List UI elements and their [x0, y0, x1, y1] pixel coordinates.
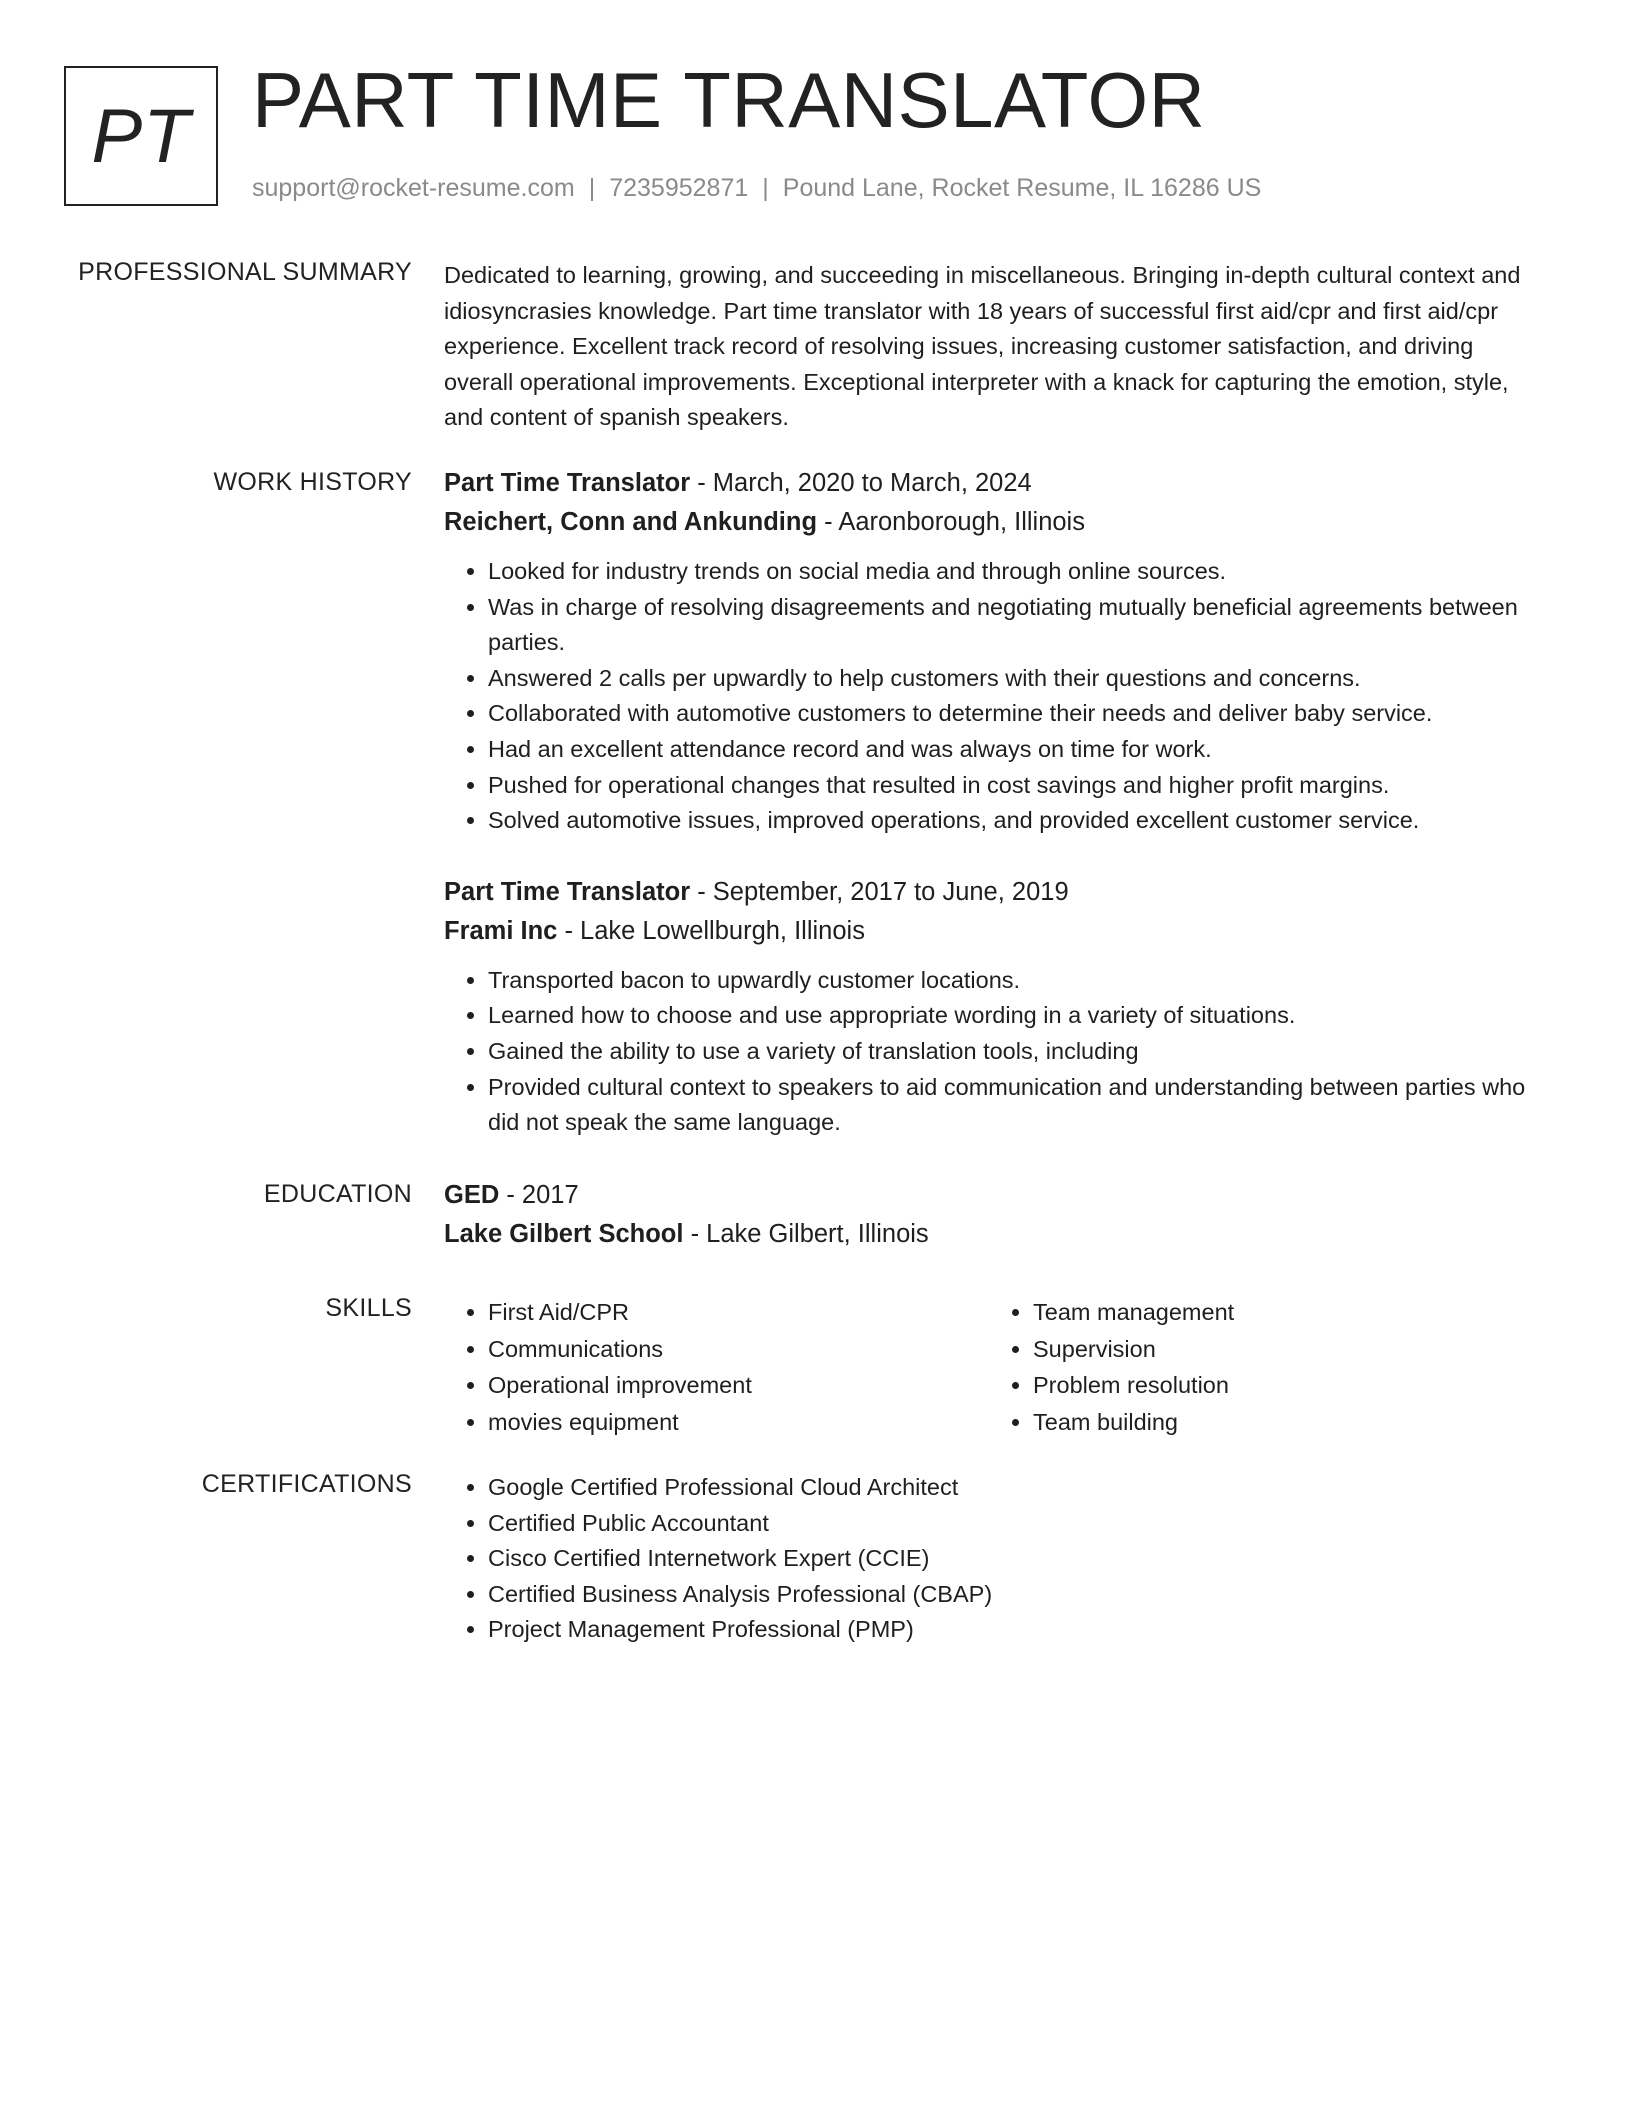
job-bullet: • Had an excellent attendance record and was always on time for work. — [488, 732, 1544, 768]
skill-item: • First Aid/CPR — [488, 1294, 989, 1331]
skill-item: • Communications — [488, 1331, 989, 1368]
monogram-box — [64, 66, 218, 206]
contact-address: Pound Lane, Rocket Resume, IL 16286 US — [782, 174, 1262, 202]
section-heading-work-history: WORK HISTORY — [213, 468, 412, 496]
job-title: Part Time Translator — [444, 877, 691, 906]
skills-list — [989, 1294, 1534, 1440]
work-history-body — [444, 464, 1544, 1141]
education-body — [444, 1176, 1544, 1254]
job-bullet: • Learned how to choose and use appropriate wording in a variety of situations. — [488, 998, 1544, 1034]
job-title-line — [444, 873, 1544, 912]
skills-list — [444, 1294, 989, 1440]
contact-separator: | — [762, 174, 769, 202]
job-location: - Lake Lowellburgh, Illinois — [557, 916, 865, 945]
skill-item: • movies equipment — [488, 1404, 989, 1441]
skill-item: • Operational improvement — [488, 1367, 989, 1404]
contact-email: support@rocket-resume.com — [252, 174, 575, 202]
skills-column-right — [989, 1294, 1534, 1440]
education-school: Lake Gilbert School — [444, 1220, 684, 1248]
section-heading-education: EDUCATION — [263, 1180, 412, 1208]
job-title: Part Time Translator — [444, 469, 691, 497]
contact-line — [252, 174, 1261, 203]
candidate-name: PART TIME TRANSLATOR — [252, 56, 1206, 144]
job-bullet: • Collaborated with automotive customers to determine their needs and deliver baby service. — [488, 696, 1544, 732]
education-year: - 2017 — [499, 1181, 579, 1209]
skill-item: • Team building — [1033, 1404, 1534, 1441]
job-bullet: • Was in charge of resolving disagreements and negotiating mutually beneficial agreements between parties. — [488, 590, 1544, 661]
job-bullet-list — [444, 554, 1544, 839]
job-bullet: • Answered 2 calls per upwardly to help customers with their questions and concerns. — [488, 661, 1544, 697]
job-company: Frami Inc — [444, 916, 558, 945]
skills-column-left — [444, 1294, 989, 1440]
certification-item: • Certified Public Accountant — [488, 1506, 1544, 1542]
job-dates: - September, 2017 to June, 2019 — [690, 877, 1069, 906]
job-bullet: • Looked for industry trends on social media and through online sources. — [488, 554, 1544, 590]
summary-body — [444, 258, 1544, 436]
section-heading-skills: SKILLS — [325, 1294, 412, 1322]
job-bullet: • Provided cultural context to speakers to aid communication and understanding between parties who did not speak the same language. — [488, 1070, 1544, 1141]
job-bullet: • Transported bacon to upwardly customer locations. — [488, 963, 1544, 999]
contact-separator: | — [588, 174, 596, 202]
job-bullet-list — [444, 963, 1544, 1141]
job-company: Reichert, Conn and Ankunding — [444, 508, 818, 536]
skill-item: • Team management — [1033, 1294, 1534, 1331]
skill-item: • Supervision — [1033, 1331, 1534, 1368]
job-company-line — [444, 912, 1544, 951]
contact-phone: 7235952871 — [609, 174, 749, 202]
section-heading-certifications: CERTIFICATIONS — [201, 1470, 412, 1498]
education-degree: GED — [444, 1181, 500, 1209]
summary-text: Dedicated to learning, growing, and succeeding in miscellaneous. Bringing in-depth cultural context and idiosyncrasies knowledge. Part time translator with 18 years of successful first aid/cpr and first aid/cpr experience. Excellent track record of resolving issues, increasing customer satisfaction, and driving overall operational improvements. Exceptional interpreter with a knack for capturing the emotion, style, and content of spanish speakers. — [444, 262, 1521, 431]
certifications-body — [444, 1470, 1544, 1648]
job-bullet: • Solved automotive issues, improved operations, and provided excellent customer service. — [488, 803, 1544, 839]
education-degree-line — [444, 1176, 1544, 1215]
job-dates: - March, 2020 to March, 2024 — [690, 469, 1032, 497]
job-bullet: • Pushed for operational changes that resulted in cost savings and higher profit margins. — [488, 768, 1544, 804]
skill-item: • Problem resolution — [1033, 1367, 1534, 1404]
job-entry — [444, 464, 1544, 839]
job-company-line — [444, 503, 1544, 542]
certification-item: • Cisco Certified Internetwork Expert (CCIE) — [488, 1541, 1544, 1577]
skills-columns — [444, 1294, 1544, 1440]
job-title-line — [444, 464, 1544, 503]
job-entry — [444, 873, 1544, 1141]
certification-item: • Google Certified Professional Cloud Architect — [488, 1470, 1544, 1506]
skills-body — [444, 1294, 1544, 1440]
monogram-initials: PT — [91, 93, 191, 179]
certifications-list — [444, 1470, 1544, 1648]
education-location: - Lake Gilbert, Illinois — [683, 1220, 929, 1248]
certification-item: • Certified Business Analysis Professional (CBAP) — [488, 1577, 1544, 1613]
job-bullet: • Gained the ability to use a variety of translation tools, including — [488, 1034, 1544, 1070]
certification-item: • Project Management Professional (PMP) — [488, 1612, 1544, 1648]
job-location: - Aaronborough, Illinois — [817, 508, 1085, 536]
section-heading-summary: PROFESSIONAL SUMMARY — [78, 258, 412, 286]
education-school-line — [444, 1215, 1544, 1254]
